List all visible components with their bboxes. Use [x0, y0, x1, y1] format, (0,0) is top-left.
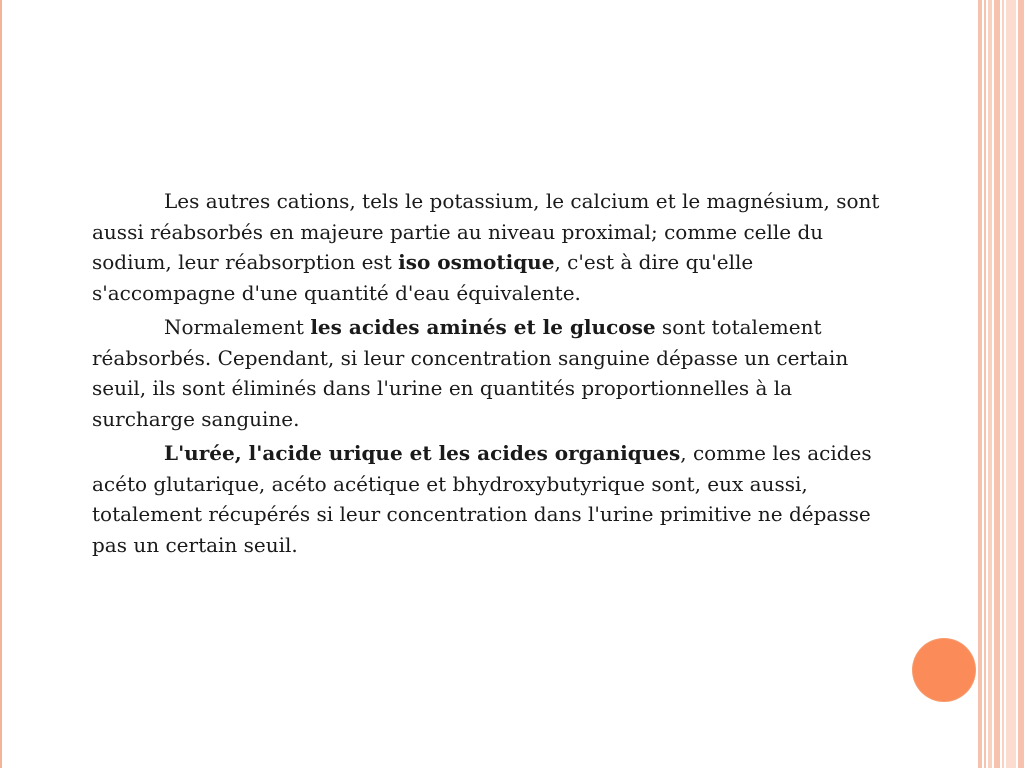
decor-stripe: [1018, 0, 1024, 768]
paragraph-text: , c'est à dire qu'elle s'accompagne d'une quantité d'eau équivalente.: [92, 250, 754, 305]
paragraph-text: Les autres cations, tels le potassium, le calcium et le magnésium, sont aussi réabsorbés en majeure partie au niveau proximal; comme celle du sodium, leur réabsorption est: [92, 189, 880, 274]
paragraph-bold: iso osmotique: [398, 250, 555, 274]
decor-stripe: [984, 0, 986, 768]
paragraph-cations: [92, 186, 882, 308]
paragraph-text: Normalement: [164, 315, 311, 339]
decor-circle: [913, 639, 975, 701]
decor-stripe: [994, 0, 1000, 768]
left-border: [0, 0, 2, 768]
decor-stripe: [978, 0, 982, 768]
decor-stripe: [988, 0, 992, 768]
decor-stripe: [1002, 0, 1004, 768]
paragraph-text: , comme les acides acéto glutarique, acéto acétique et bhydroxybutyrique sont, eux aussi, totalement récupérés si leur concentration dans l'urine primitive ne dépasse pas un certain seuil.: [92, 441, 872, 557]
paragraph-bold: les acides aminés et le glucose: [310, 315, 656, 339]
paragraph-text: sont totalement réabsorbés. Cependant, si leur concentration sanguine dépasse un certain seuil, ils sont éliminés dans l'urine en quantités proportionnelles à la surcharge sanguine.: [92, 315, 849, 431]
paragraph-urea: [92, 438, 882, 560]
paragraph-amino-acids: [92, 312, 882, 434]
slide-body: [92, 186, 882, 564]
decor-stripe: [1006, 0, 1016, 768]
paragraph-bold: L'urée, l'acide urique et les acides organiques: [164, 441, 681, 465]
